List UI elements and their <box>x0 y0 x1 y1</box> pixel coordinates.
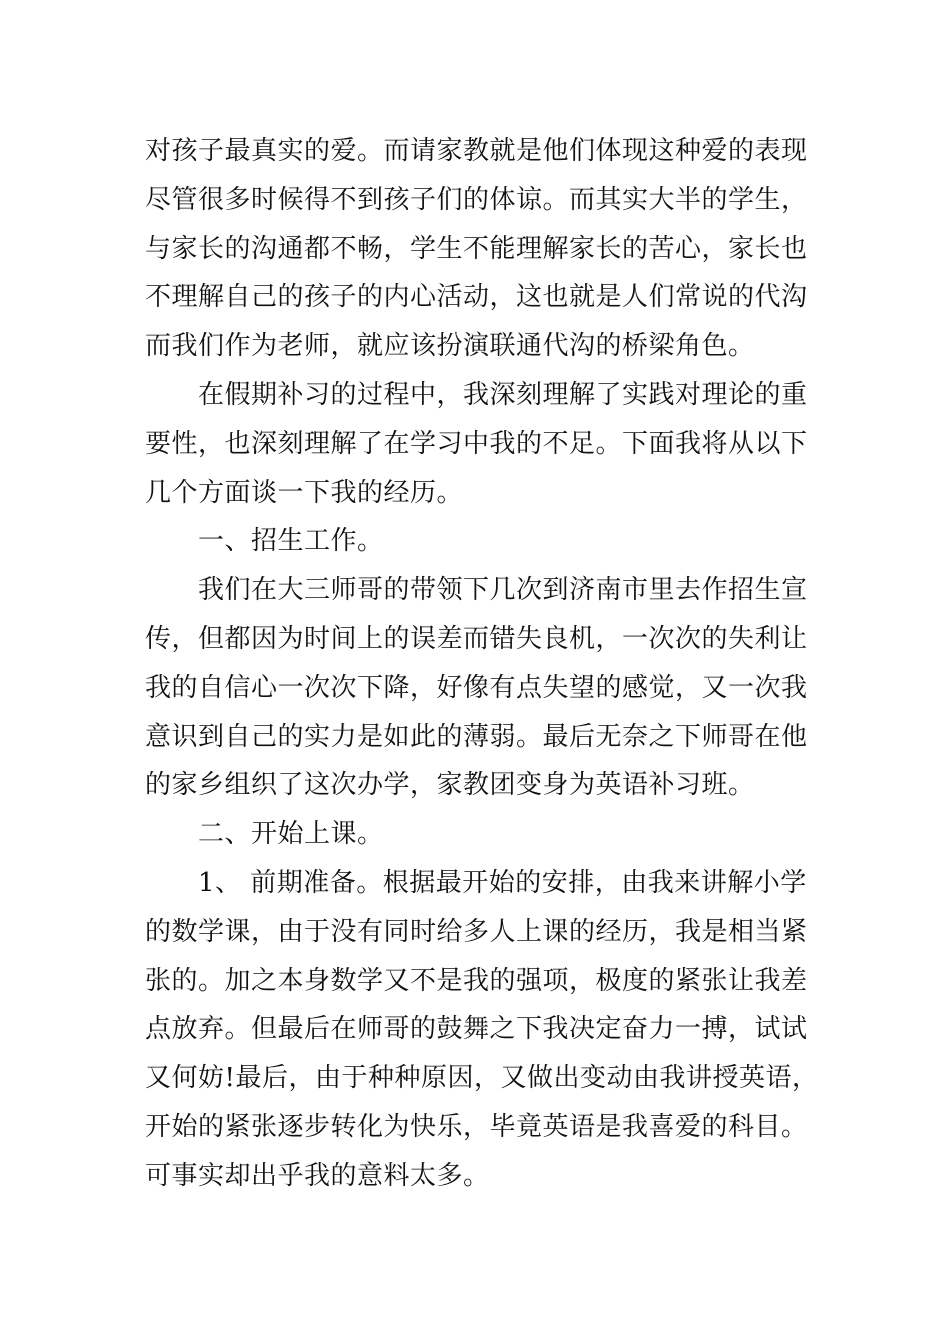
text-line: 我的自信心一次次下降，好像有点失望的感觉，又一次我 <box>145 672 808 703</box>
document-body <box>145 127 819 1201</box>
text-line: 又何妨!最后，由于种种原因，又做出变动由我讲授英语， <box>145 1063 819 1094</box>
text-line: 与家长的沟通都不畅，学生不能理解家长的苦心，家长也 <box>145 233 808 264</box>
paragraph-start-line: 在假期补习的过程中，我深刻理解了实践对理论的重 <box>198 379 808 410</box>
text-line: 对孩子最真实的爱。而请家教就是他们体现这种爱的表现 <box>145 136 808 166</box>
section-heading-classes: 二、开始上课。 <box>198 819 384 850</box>
text-line: 的数学课，由于没有同时给多人上课的经历，我是相当紧 <box>145 916 808 947</box>
text-line: 尽管很多时候得不到孩子们的体谅。而其实大半的学生， <box>145 184 808 215</box>
paragraph-start-line: 我们在大三师哥的带领下几次到济南市里去作招生宣 <box>198 575 808 606</box>
text-line: 的家乡组织了这次办学，家教团变身为英语补习班。 <box>145 770 755 801</box>
text-line: 开始的紧张逐步转化为快乐，毕竟英语是我喜爱的科目。 <box>145 1111 808 1142</box>
section-heading-recruitment: 一、招生工作。 <box>198 526 384 557</box>
text-line: 不理解自己的孩子的内心活动，这也就是人们常说的代沟 <box>145 282 808 313</box>
text-line: 张的。加之本身数学又不是我的强项，极度的紧张让我差 <box>145 965 808 996</box>
text-line: 传，但都因为时间上的误差而错失良机，一次次的失利让 <box>145 623 808 654</box>
text-line: 可事实却出乎我的意料太多。 <box>145 1160 490 1191</box>
text-line: 意识到自己的实力是如此的薄弱。最后无奈之下师哥在他 <box>145 721 808 752</box>
list-item-start-line: 1、 前期准备。根据最开始的安排，由我来讲解小学 <box>198 867 807 898</box>
text-line: 而我们作为老师，就应该扮演联通代沟的桥梁角色。 <box>145 331 755 362</box>
text-line: 点放弃。但最后在师哥的鼓舞之下我决定奋力一搏，试试 <box>145 1014 808 1045</box>
text-line: 要性，也深刻理解了在学习中我的不足。下面我将从以下 <box>145 428 808 459</box>
text-line: 几个方面谈一下我的经历。 <box>145 477 464 508</box>
